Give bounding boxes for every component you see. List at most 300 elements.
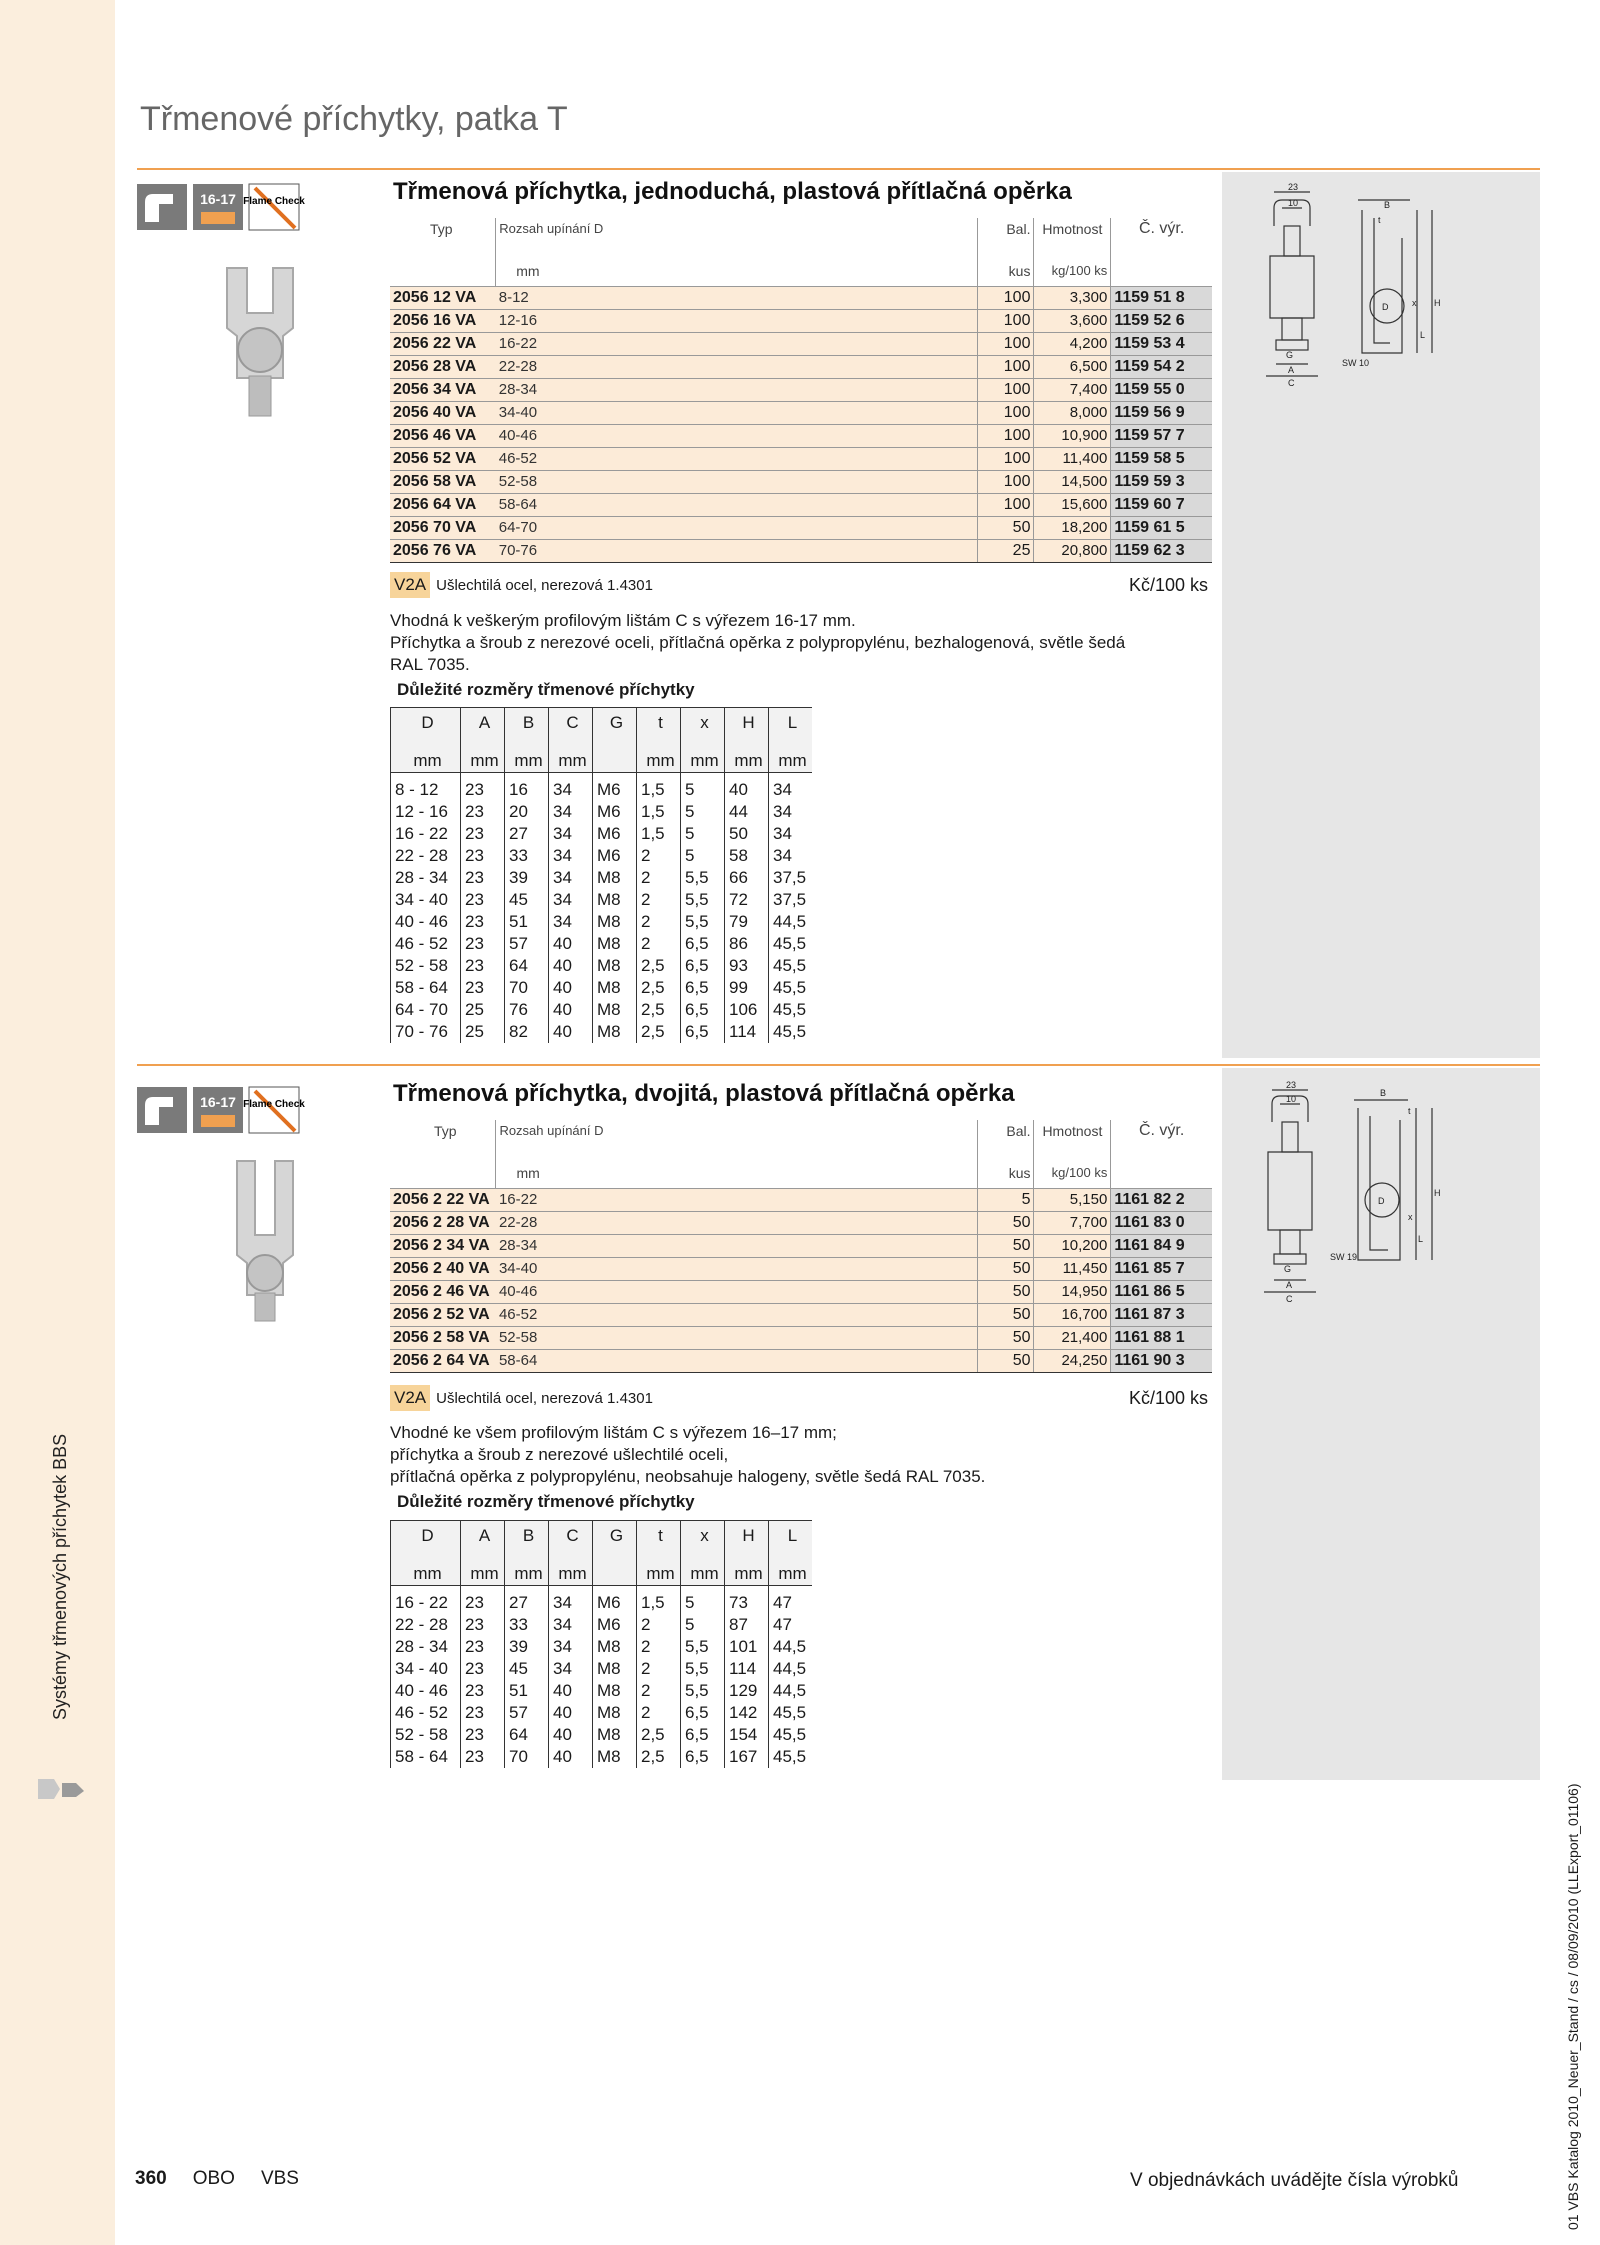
dims-cell: 5 (681, 1592, 725, 1614)
dims-cell: 34 (549, 801, 593, 823)
weight: 8,000 (1034, 402, 1111, 425)
price-unit: Kč/100 ks (1128, 575, 1208, 595)
dims-cell: 34 (549, 1636, 593, 1658)
dims-cell: 1,5 (637, 801, 681, 823)
dims-cell: 6,5 (681, 1702, 725, 1724)
order-table (390, 218, 1212, 563)
rail-profile-icon (137, 1087, 187, 1133)
dims-cell: 2 (637, 845, 681, 867)
dims-cell: 58 - 64 (391, 977, 461, 999)
svg-text:Flame Check: Flame Check (243, 196, 305, 207)
dims-cell: 44 (725, 801, 769, 823)
dims-cell: 45,5 (769, 977, 813, 999)
pack-qty: 100 (977, 425, 1034, 448)
table-row (390, 333, 1212, 356)
dims-cell: 45,5 (769, 1724, 813, 1746)
dims-cell: 39 (505, 867, 549, 889)
svg-text:B: B (1380, 1088, 1387, 1098)
dims-row (391, 1724, 813, 1746)
dims-cell: 6,5 (681, 1724, 725, 1746)
dims-cell: 72 (725, 889, 769, 911)
dims-cell: 40 - 46 (391, 911, 461, 933)
svg-text:C: C (1288, 378, 1295, 388)
dims-cell: M8 (593, 1021, 637, 1043)
dims-row (391, 1614, 813, 1636)
dims-cell: t (637, 708, 681, 739)
article-number: 1159 62 3 (1111, 540, 1212, 563)
header-pack: Bal. (977, 218, 1034, 256)
product-photo-double-clamp (215, 1155, 315, 1325)
dims-row (391, 933, 813, 955)
dims-cell: M8 (593, 1680, 637, 1702)
dims-cell: 33 (505, 845, 549, 867)
dims-cell: 5,5 (681, 1658, 725, 1680)
page-number: 360 (135, 2168, 167, 2189)
dims-cell: 64 (505, 1724, 549, 1746)
dims-cell: t (637, 1521, 681, 1552)
order-table-header (390, 1120, 1212, 1158)
product-photo-single-clamp (205, 258, 315, 423)
dims-cell: 45,5 (769, 1746, 813, 1768)
svg-text:B: B (1384, 200, 1391, 210)
pack-qty: 100 (977, 402, 1034, 425)
dims-cell: 23 (461, 1592, 505, 1614)
weight: 10,200 (1034, 1235, 1111, 1258)
dims-cell: D (391, 1521, 461, 1552)
article-number: 1161 82 2 (1111, 1189, 1212, 1212)
article-number: 1161 87 3 (1111, 1304, 1212, 1327)
product-type: 2056 70 VA (390, 517, 496, 540)
dims-cell: 51 (505, 911, 549, 933)
table-row (390, 310, 1212, 333)
table-row (390, 287, 1212, 310)
dims-cell: 23 (461, 1636, 505, 1658)
dims-cell: 23 (461, 779, 505, 801)
dims-cell: 5 (681, 801, 725, 823)
logo-icon (36, 1775, 86, 1801)
dims-cell: 1,5 (637, 1592, 681, 1614)
dims-cell: 23 (461, 1702, 505, 1724)
order-table-units (390, 256, 1212, 287)
dims-cell: 23 (461, 911, 505, 933)
dims-cell: 5 (681, 779, 725, 801)
product-type: 2056 2 28 VA (390, 1212, 496, 1235)
dims-cell: M8 (593, 1702, 637, 1724)
article-number: 1161 88 1 (1111, 1327, 1212, 1350)
unit-weight: kg/100 ks (1034, 256, 1111, 287)
svg-text:Flame Check: Flame Check (243, 1099, 305, 1110)
dims-cell: 2,5 (637, 1746, 681, 1768)
dims-row (391, 955, 813, 977)
clamp-range: 70-76 (496, 540, 978, 563)
dims-cell: 40 (549, 1746, 593, 1768)
dims-row (391, 1702, 813, 1724)
weight: 18,200 (1034, 517, 1111, 540)
dims-cell: 58 - 64 (391, 1746, 461, 1768)
pack-qty: 100 (977, 310, 1034, 333)
table-row (390, 1235, 1212, 1258)
dims-cell: 20 (505, 801, 549, 823)
weight: 24,250 (1034, 1350, 1111, 1373)
dims-cell: M6 (593, 801, 637, 823)
dims-cell: 46 - 52 (391, 933, 461, 955)
product-icons (137, 1085, 305, 1142)
dims-cell: 23 (461, 1680, 505, 1702)
dims-cell: 45,5 (769, 1702, 813, 1724)
svg-text:t: t (1378, 215, 1381, 225)
table-row (390, 356, 1212, 379)
dims-header-row (391, 1551, 813, 1586)
pack-qty: 100 (977, 333, 1034, 356)
dims-cell: 27 (505, 823, 549, 845)
dims-cell: 86 (725, 933, 769, 955)
dims-row (391, 801, 813, 823)
dims-cell: 37,5 (769, 889, 813, 911)
dims-row (391, 1746, 813, 1768)
dims-cell: M6 (593, 823, 637, 845)
weight: 7,400 (1034, 379, 1111, 402)
table-row (390, 1189, 1212, 1212)
clamp-range: 22-28 (496, 1212, 977, 1235)
weight: 14,500 (1034, 471, 1111, 494)
table-row (390, 1258, 1212, 1281)
clamp-range: 46-52 (496, 1304, 977, 1327)
weight: 3,300 (1034, 287, 1111, 310)
svg-text:SW 19: SW 19 (1330, 1252, 1358, 1262)
dims-cell: 23 (461, 1614, 505, 1636)
table-row (390, 540, 1212, 563)
dims-cell: 25 (461, 1021, 505, 1043)
dims-cell: 154 (725, 1724, 769, 1746)
material-text: Ušlechtilá ocel, nerezová 1.4301 (436, 577, 653, 594)
dims-cell: M8 (593, 1746, 637, 1768)
dims-cell: 16 - 22 (391, 1592, 461, 1614)
dims-row (391, 911, 813, 933)
dims-cell: mm (769, 738, 813, 773)
dims-cell: 44,5 (769, 1636, 813, 1658)
dims-cell: A (461, 708, 505, 739)
rail-profile-icon (137, 184, 187, 230)
weight: 3,600 (1034, 310, 1111, 333)
dims-cell: 57 (505, 1702, 549, 1724)
dims-cell: mm (391, 1551, 461, 1586)
pack-qty: 100 (977, 379, 1034, 402)
pack-qty: 50 (977, 1258, 1034, 1281)
article-number: 1159 52 6 (1111, 310, 1212, 333)
header-weight: Hmotnost (1034, 218, 1111, 256)
dims-cell: 34 (549, 1592, 593, 1614)
dims-cell: mm (505, 1551, 549, 1586)
weight: 14,950 (1034, 1281, 1111, 1304)
dims-cell: 47 (769, 1592, 813, 1614)
weight: 7,700 (1034, 1212, 1111, 1235)
dims-cell: 114 (725, 1658, 769, 1680)
unit-pieces: kus (977, 256, 1034, 287)
table-row (390, 402, 1212, 425)
product-type: 2056 64 VA (390, 494, 496, 517)
product-type: 2056 2 40 VA (390, 1258, 496, 1281)
material-badge: V2A (390, 572, 430, 598)
dims-cell: M6 (593, 845, 637, 867)
dims-cell: 2 (637, 867, 681, 889)
dims-cell: 34 (549, 867, 593, 889)
dims-cell: 6,5 (681, 933, 725, 955)
header-article-no: Č. výr. (1111, 218, 1212, 256)
pack-qty: 50 (977, 1304, 1034, 1327)
footer-note: V objednávkách uvádějte čísla výrobků (1130, 2170, 1459, 2191)
clamp-range: 46-52 (496, 448, 978, 471)
article-number: 1159 59 3 (1111, 471, 1212, 494)
dims-cell: 79 (725, 911, 769, 933)
dims-cell: 34 (549, 889, 593, 911)
dims-cell: 33 (505, 1614, 549, 1636)
dims-cell: 5,5 (681, 1636, 725, 1658)
header-typ: Typ (430, 221, 453, 237)
dims-cell (593, 738, 637, 773)
material-text: Ušlechtilá ocel, nerezová 1.4301 (436, 1390, 653, 1407)
product-type: 2056 2 64 VA (390, 1350, 496, 1373)
dims-cell: 6,5 (681, 955, 725, 977)
dims-cell: 93 (725, 955, 769, 977)
pack-qty: 100 (977, 494, 1034, 517)
table-row (390, 1304, 1212, 1327)
dims-cell: B (505, 1521, 549, 1552)
material-badge: V2A (390, 1385, 430, 1411)
dims-cell: 2 (637, 933, 681, 955)
svg-text:t: t (1408, 1106, 1411, 1116)
clamp-range: 34-40 (496, 402, 978, 425)
product-type: 2056 58 VA (390, 471, 496, 494)
dims-cell: 2,5 (637, 955, 681, 977)
dimensions-table (390, 707, 812, 1043)
dims-cell: 23 (461, 889, 505, 911)
dims-cell: 70 (505, 977, 549, 999)
order-table-header (390, 218, 1212, 256)
dimensions-table (390, 1520, 812, 1768)
dims-cell: 44,5 (769, 911, 813, 933)
dims-cell: mm (681, 738, 725, 773)
dims-cell: 58 (725, 845, 769, 867)
dims-cell: 129 (725, 1680, 769, 1702)
unit-pieces: kus (977, 1158, 1034, 1189)
dims-cell: 50 (725, 823, 769, 845)
dims-cell: 66 (725, 867, 769, 889)
dims-cell: 106 (725, 999, 769, 1021)
dims-row (391, 1680, 813, 1702)
dims-cell: 23 (461, 1658, 505, 1680)
dims-cell: 167 (725, 1746, 769, 1768)
footer-system: VBS (260, 2168, 299, 2189)
dims-cell: mm (637, 1551, 681, 1586)
article-number: 1161 84 9 (1111, 1235, 1212, 1258)
dims-cell: 57 (505, 933, 549, 955)
dims-row (391, 1021, 813, 1043)
dims-cell: 34 (549, 911, 593, 933)
header-article-no: Č. výr. (1111, 1120, 1212, 1158)
product-type: 2056 2 46 VA (390, 1281, 496, 1304)
order-table (390, 1120, 1212, 1373)
dims-cell: 45,5 (769, 1021, 813, 1043)
dims-cell: x (681, 1521, 725, 1552)
weight: 11,400 (1034, 448, 1111, 471)
dims-cell: 73 (725, 1592, 769, 1614)
dims-cell: 2 (637, 1702, 681, 1724)
article-number: 1161 85 7 (1111, 1258, 1212, 1281)
clamp-range: 58-64 (496, 1350, 977, 1373)
product-type: 2056 28 VA (390, 356, 496, 379)
header-pack: Bal. (977, 1120, 1034, 1158)
clamp-range: 16-22 (496, 1189, 977, 1212)
dims-cell: 23 (461, 867, 505, 889)
dims-header-row (391, 708, 813, 739)
dims-cell: 1,5 (637, 779, 681, 801)
dims-cell: 23 (461, 955, 505, 977)
dims-cell: 37,5 (769, 867, 813, 889)
product-type: 2056 2 34 VA (390, 1235, 496, 1258)
dims-cell: M8 (593, 911, 637, 933)
weight: 21,400 (1034, 1327, 1111, 1350)
product-type: 2056 40 VA (390, 402, 496, 425)
product-description: Vhodné ke všem profilovým lištám C s výřezem 16–17 mm; příchytka a šroub z nerezové ušlechtilé oceli, přítlačná opěrka z polypropylénu, neobsahuje halogeny, světle šedá RAL 7035. (390, 1423, 986, 1486)
article-number: 1159 53 4 (1111, 333, 1212, 356)
dims-cell: 6,5 (681, 1021, 725, 1043)
product-type: 2056 52 VA (390, 448, 496, 471)
weight: 4,200 (1034, 333, 1111, 356)
clamp-range: 22-28 (496, 356, 978, 379)
dims-cell: mm (461, 1551, 505, 1586)
dims-cell: 142 (725, 1702, 769, 1724)
dims-cell: 70 (505, 1746, 549, 1768)
dims-cell: 23 (461, 823, 505, 845)
table-row (390, 517, 1212, 540)
dims-cell: 34 (549, 1614, 593, 1636)
dims-cell: 2 (637, 1658, 681, 1680)
product-type: 2056 46 VA (390, 425, 496, 448)
dims-cell: 114 (725, 1021, 769, 1043)
dims-cell: 2 (637, 1614, 681, 1636)
section-divider (137, 1064, 1540, 1066)
product-type: 2056 22 VA (390, 333, 496, 356)
dims-cell: 5 (681, 1614, 725, 1636)
clamp-range: 28-34 (496, 379, 978, 402)
product-description: Vhodná k veškerým profilovým lištám C s výřezem 16-17 mm. Příchytka a šroub z nerezové oceli, přítlačná opěrka z polypropylénu, bezhalogenová, světle šedá RAL 7035. (390, 611, 1126, 674)
dims-cell: M8 (593, 889, 637, 911)
weight: 5,150 (1034, 1189, 1111, 1212)
pack-qty: 5 (977, 1189, 1034, 1212)
dims-cell: mm (637, 738, 681, 773)
clamp-range: 34-40 (496, 1258, 977, 1281)
dims-cell: 45 (505, 1658, 549, 1680)
dims-cell: M8 (593, 1724, 637, 1746)
dims-cell: 40 (549, 1680, 593, 1702)
dims-cell: 45,5 (769, 955, 813, 977)
dims-cell: 28 - 34 (391, 867, 461, 889)
article-number: 1161 90 3 (1111, 1350, 1212, 1373)
dims-cell: 40 (549, 977, 593, 999)
dims-cell: 6,5 (681, 977, 725, 999)
dims-row (391, 845, 813, 867)
dims-cell: D (391, 708, 461, 739)
dims-cell: 70 - 76 (391, 1021, 461, 1043)
dims-cell: 40 (549, 1724, 593, 1746)
header-typ: Typ (434, 1123, 457, 1139)
table-row (390, 494, 1212, 517)
dims-cell: 34 (769, 801, 813, 823)
dims-cell: mm (461, 738, 505, 773)
dimensions-title: Důležité rozměry třmenové příchytky (397, 680, 695, 699)
svg-text:A: A (1286, 1280, 1293, 1290)
article-number: 1159 56 9 (1111, 402, 1212, 425)
product-type: 2056 34 VA (390, 379, 496, 402)
price-unit: Kč/100 ks (1128, 1388, 1208, 1408)
dims-cell: 16 - 22 (391, 823, 461, 845)
dims-cell: 34 (549, 779, 593, 801)
sidebar (0, 0, 115, 2245)
dims-cell: 51 (505, 1680, 549, 1702)
dims-cell: A (461, 1521, 505, 1552)
svg-text:G: G (1284, 1264, 1292, 1274)
section-title: Třmenová příchytka, dvojitá, plastová přítlačná opěrka (393, 1080, 1015, 1107)
weight: 10,900 (1034, 425, 1111, 448)
sidebar-category-label: Systémy třmenových příchytek BBS (50, 1433, 70, 1720)
dims-cell: 23 (461, 977, 505, 999)
dims-row (391, 1658, 813, 1680)
product-type: 2056 16 VA (390, 310, 496, 333)
article-number: 1161 86 5 (1111, 1281, 1212, 1304)
clamp-range: 40-46 (496, 425, 978, 448)
dims-cell: 34 (549, 1658, 593, 1680)
dims-cell: M8 (593, 867, 637, 889)
pack-qty: 50 (977, 1350, 1034, 1373)
dims-cell: G (593, 1521, 637, 1552)
dims-row (391, 889, 813, 911)
pack-qty: 100 (977, 287, 1034, 310)
dims-cell: 23 (461, 933, 505, 955)
clamp-range: 58-64 (496, 494, 978, 517)
dims-cell: 5 (681, 823, 725, 845)
dims-cell: mm (681, 1551, 725, 1586)
dims-cell: 87 (725, 1614, 769, 1636)
svg-text:L: L (1420, 330, 1426, 340)
article-number: 1159 60 7 (1111, 494, 1212, 517)
svg-text:H: H (1434, 298, 1441, 308)
dims-cell: 5,5 (681, 1680, 725, 1702)
article-number: 1159 55 0 (1111, 379, 1212, 402)
dims-header-row (391, 1521, 813, 1552)
product-type: 2056 12 VA (390, 287, 496, 310)
footer-brand: OBO (192, 2168, 235, 2189)
dims-cell: H (725, 1521, 769, 1552)
dims-cell: 2 (637, 1680, 681, 1702)
dims-cell: B (505, 708, 549, 739)
dims-cell: 52 - 58 (391, 955, 461, 977)
dims-cell: 23 (461, 845, 505, 867)
svg-text:D: D (1382, 302, 1389, 312)
dims-cell: 34 - 40 (391, 1658, 461, 1680)
product-type: 2056 2 58 VA (390, 1327, 496, 1350)
dims-cell: 40 (725, 779, 769, 801)
dims-cell: 23 (461, 1746, 505, 1768)
dims-cell: 27 (505, 1592, 549, 1614)
dims-cell: 64 (505, 955, 549, 977)
dims-cell: 34 (549, 845, 593, 867)
dims-cell: M8 (593, 999, 637, 1021)
dims-cell: M8 (593, 977, 637, 999)
dims-cell: x (681, 708, 725, 739)
flame-check-icon (243, 184, 305, 230)
technical-drawing-double (1258, 1080, 1508, 1340)
dims-cell: 5,5 (681, 867, 725, 889)
